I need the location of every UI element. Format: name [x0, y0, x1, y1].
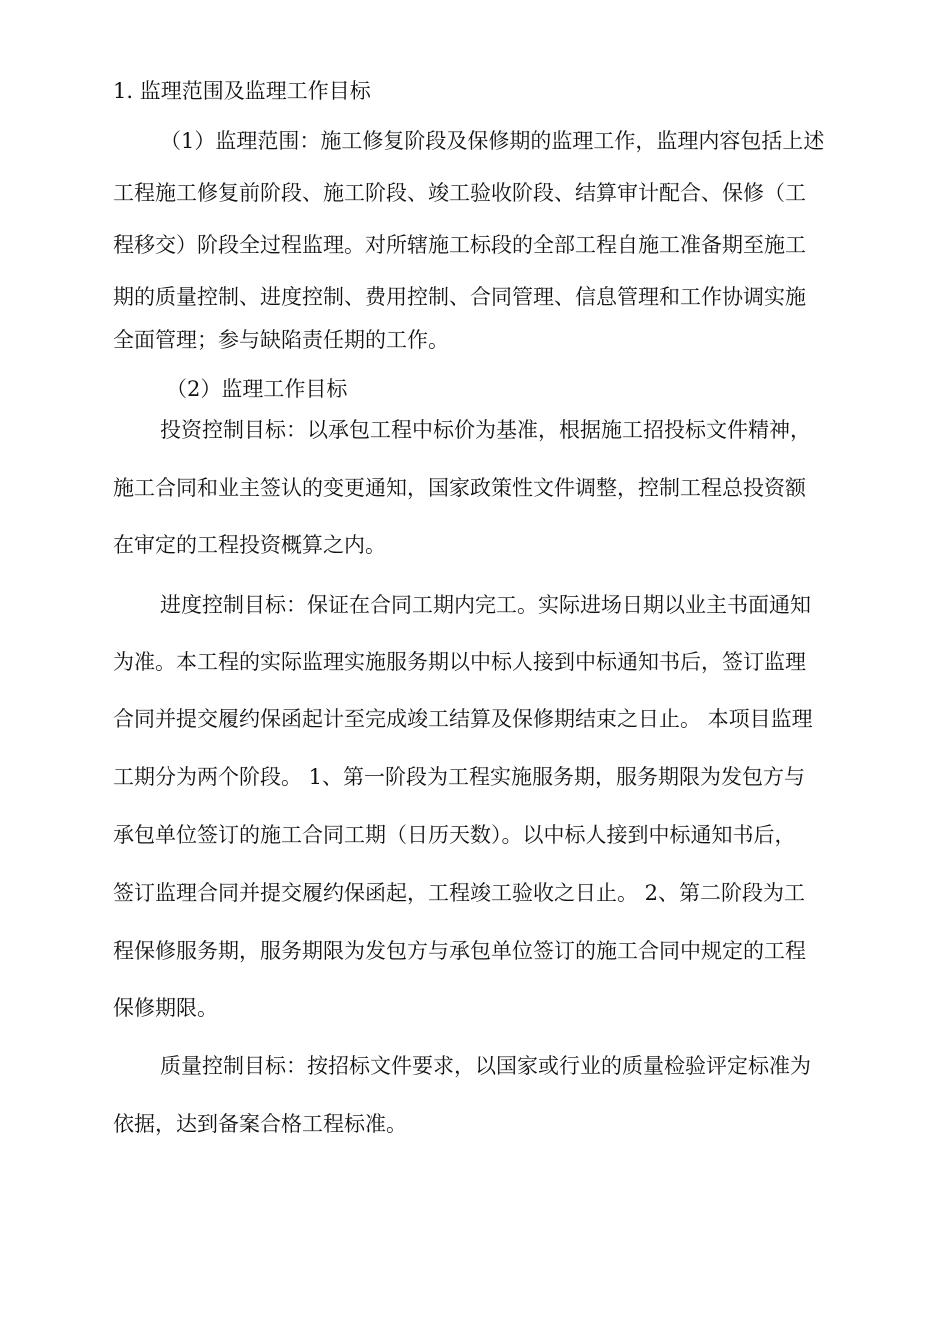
schedule-paragraph-line: 承包单位签订的施工合同工期（日历天数）。以中标人接到中标通知书后， [113, 823, 796, 847]
scope-paragraph-line: 程移交）阶段全过程监理。对所辖施工标段的全部工程自施工准备期至施工 [113, 233, 806, 257]
quality-paragraph-line: 依据，达到备案合格工程标准。 [113, 1112, 407, 1136]
schedule-paragraph-line: 保修期限。 [113, 996, 218, 1020]
schedule-paragraph-line: 合同并提交履约保函起计至完成竣工结算及保修期结束之日止。 本项目监理 [113, 707, 813, 731]
schedule-paragraph-line: 签订监理合同并提交履约保函起，工程竣工验收之日止。 2、第二阶段为工 [113, 881, 806, 905]
quality-paragraph-line: 质量控制目标：按招标文件要求，以国家或行业的质量检验评定标准为 [160, 1054, 811, 1078]
scope-paragraph-line: 期的质量控制、进度控制、费用控制、合同管理、信息管理和工作协调实施 [113, 285, 806, 309]
objectives-subheading: （2）监理工作目标 [166, 377, 348, 401]
investment-paragraph-line: 施工合同和业主签认的变更通知，国家政策性文件调整，控制工程总投资额 [113, 476, 806, 500]
schedule-paragraph-line: 为准。本工程的实际监理实施服务期以中标人接到中标通知书后，签订监理 [113, 650, 806, 674]
scope-paragraph-line: 工程施工修复前阶段、施工阶段、竣工验收阶段、结算审计配合、保修（工 [113, 181, 806, 205]
scope-paragraph-line: 全面管理；参与缺陷责任期的工作。 [113, 328, 449, 352]
schedule-paragraph-line: 进度控制目标：保证在合同工期内完工。实际进场日期以业主书面通知 [160, 593, 811, 617]
schedule-paragraph-line: 工期分为两个阶段。 1、第一阶段为工程实施服务期，服务期限为发包方与 [113, 765, 806, 789]
section-heading: 1. 监理范围及监理工作目标 [113, 79, 371, 103]
investment-paragraph-line: 投资控制目标：以承包工程中标价为基准，根据施工招投标文件精神， [160, 418, 811, 442]
schedule-paragraph-line: 程保修服务期，服务期限为发包方与承包单位签订的施工合同中规定的工程 [113, 939, 806, 963]
investment-paragraph-line: 在审定的工程投资概算之内。 [113, 533, 386, 557]
scope-paragraph-line: （1）监理范围：施工修复阶段及保修期的监理工作，监理内容包括上述 [160, 129, 825, 153]
